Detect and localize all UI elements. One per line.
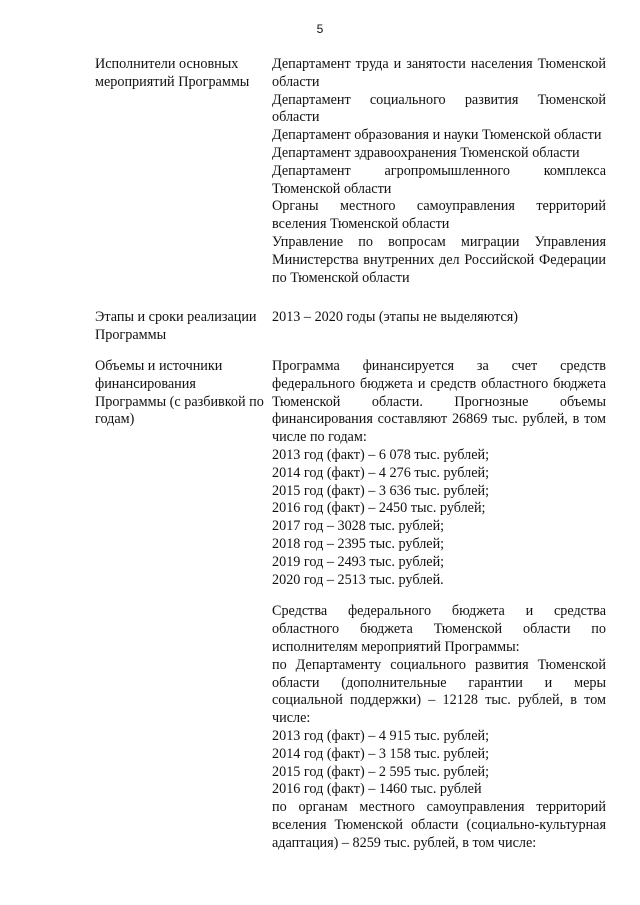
funding-year-item: 2017 год – 3028 тыс. рублей; (272, 518, 445, 535)
social-year-item: 2013 год (факт) – 4 915 тыс. рублей; (272, 727, 490, 744)
funding-intro: Программа финансируется за счет средств федерального бюджета и средств областного бюджета Тюменской области. Прогнозные объемы финансирования составляют 26869 тыс. рублей, в том числе по годам: (272, 358, 606, 446)
social-year-item: 2016 год (факт) – 1460 тыс. рублей (272, 781, 482, 798)
funding-local-gov: по органам местного самоуправления территорий вселения Тюменской области (социально-культурная адаптация) – 8259 тыс. рублей, в том числе: (272, 799, 606, 851)
page-number: 5 (316, 22, 324, 36)
executor-item: Департамент здравоохранения Тюменской области (272, 144, 580, 161)
funding-by-executors: Средства федерального бюджета и средства областного бюджета Тюменской области по исполнителям мероприятий Программы: (272, 603, 606, 655)
funding-content (272, 358, 606, 853)
executor-item: Департамент социального развития Тюменской области (272, 91, 606, 126)
funding-year-item: 2014 год (факт) – 4 276 тыс. рублей; (272, 464, 490, 481)
stages-label: Этапы и сроки реализации Программы (95, 309, 257, 343)
funding-year-item: 2013 год (факт) – 6 078 тыс. рублей; (272, 446, 490, 463)
executor-item: Департамент труда и занятости населения Тюменской области (272, 56, 606, 90)
funding-year-item: 2019 год – 2493 тыс. рублей; (272, 553, 445, 570)
funding-year-item: 2020 год – 2513 тыс. рублей. (272, 571, 444, 588)
executor-item: Департамент образования и науки Тюменской области (272, 127, 602, 144)
funding-social-dept: по Департаменту социального развития Тюменской области (дополнительные гарантии и меры социальной поддержки) – 12128 тыс. рублей, в том числе: (272, 656, 606, 727)
funding-year-item: 2018 год – 2395 тыс. рублей; (272, 535, 445, 552)
social-year-item: 2015 год (факт) – 2 595 тыс. рублей; (272, 763, 490, 780)
executor-item: Органы местного самоуправления территорий вселения Тюменской области (272, 198, 606, 233)
funding-year-item: 2015 год (факт) – 3 636 тыс. рублей; (272, 482, 490, 499)
funding-label: Объемы и источники финансирования Программы (с разбивкой по годам) (95, 358, 264, 428)
executors-list (272, 56, 606, 287)
executors-label: Исполнители основных мероприятий Программы (95, 56, 250, 90)
funding-year-item: 2016 год (факт) – 2450 тыс. рублей; (272, 500, 486, 517)
social-year-item: 2014 год (факт) – 3 158 тыс. рублей; (272, 745, 490, 762)
executor-item: Управление по вопросам миграции Управления Министерства внутренних дел Российской Федерации по Тюменской области (272, 233, 606, 286)
stages-value: 2013 – 2020 годы (этапы не выделяются) (272, 309, 519, 325)
executor-item: Департамент агропромышленного комплекса Тюменской области (272, 162, 606, 197)
